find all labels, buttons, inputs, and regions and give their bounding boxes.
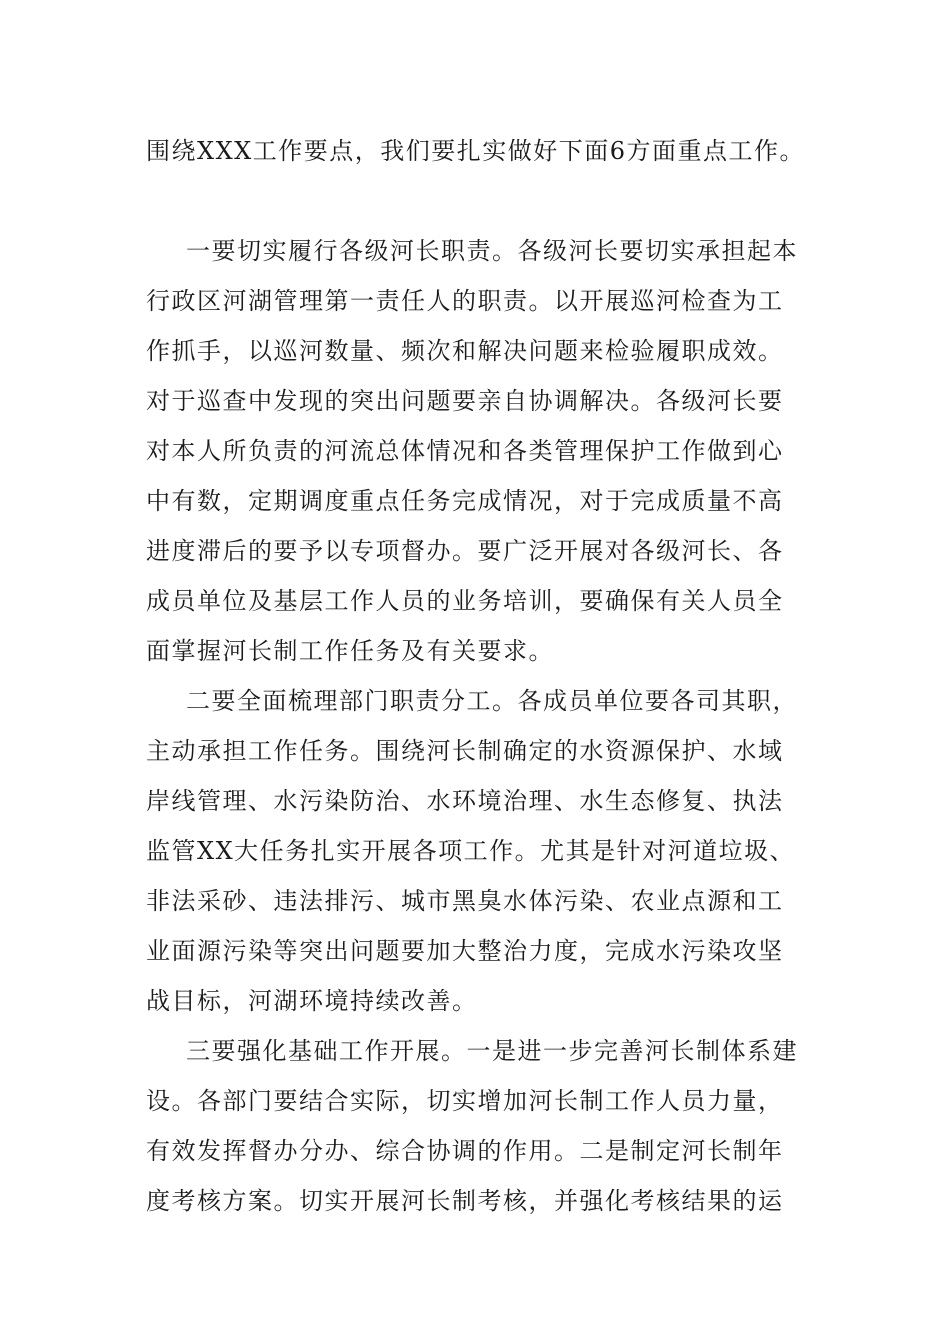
paragraph-1-line-3: 作抓手，以巡河数量、频次和解决问题来检验履职成效。	[146, 337, 784, 365]
paragraph-2-line-3: 岸线管理、水污染防治、水环境治理、水生态修复、执法	[146, 787, 784, 815]
paragraph-2-line-5: 非法采砂、违法排污、城市黑臭水体污染、农业点源和工	[146, 887, 784, 915]
paragraph-2-line-4: 监管XX大任务扎实开展各项工作。尤其是针对河道垃圾、	[146, 837, 796, 865]
paragraph-1-line-8: 成员单位及基层工作人员的业务培训，要确保有关人员全	[146, 587, 784, 615]
paragraph-3-line-1: 三要强化基础工作开展。一是进一步完善河长制体系建	[186, 1037, 798, 1065]
paragraph-2-line-2: 主动承担工作任务。围绕河长制确定的水资源保护、水域	[146, 737, 784, 765]
paragraph-1-line-4: 对于巡查中发现的突出问题要亲自协调解决。各级河长要	[146, 387, 784, 415]
paragraph-3-line-3: 有效发挥督办分办、综合协调的作用。二是制定河长制年	[146, 1137, 784, 1165]
paragraph-1-line-5: 对本人所负责的河流总体情况和各类管理保护工作做到心	[146, 437, 784, 465]
paragraph-2-line-1: 二要全面梳理部门职责分工。各成员单位要各司其职，	[186, 687, 798, 715]
paragraph-3-line-2: 设。各部门要结合实际，切实增加河长制工作人员力量，	[146, 1087, 784, 1115]
intro-line: 围绕XXX工作要点，我们要扎实做好下面6方面重点工作。	[146, 137, 806, 165]
paragraph-1-line-7: 进度滞后的要予以专项督办。要广泛开展对各级河长、各	[146, 537, 784, 565]
paragraph-2-line-6: 业面源污染等突出问题要加大整治力度，完成水污染攻坚	[146, 937, 784, 965]
paragraph-1-line-9: 面掌握河长制工作任务及有关要求。	[146, 637, 554, 665]
paragraph-1-line-2: 行政区河湖管理第一责任人的职责。以开展巡河检查为工	[146, 287, 784, 315]
paragraph-1-line-1: 一要切实履行各级河长职责。各级河长要切实承担起本	[186, 237, 798, 265]
paragraph-2-line-7: 战目标，河湖环境持续改善。	[146, 987, 478, 1015]
paragraph-3-line-4: 度考核方案。切实开展河长制考核，并强化考核结果的运	[146, 1187, 784, 1215]
paragraph-1-line-6: 中有数，定期调度重点任务完成情况，对于完成质量不高	[146, 487, 784, 515]
